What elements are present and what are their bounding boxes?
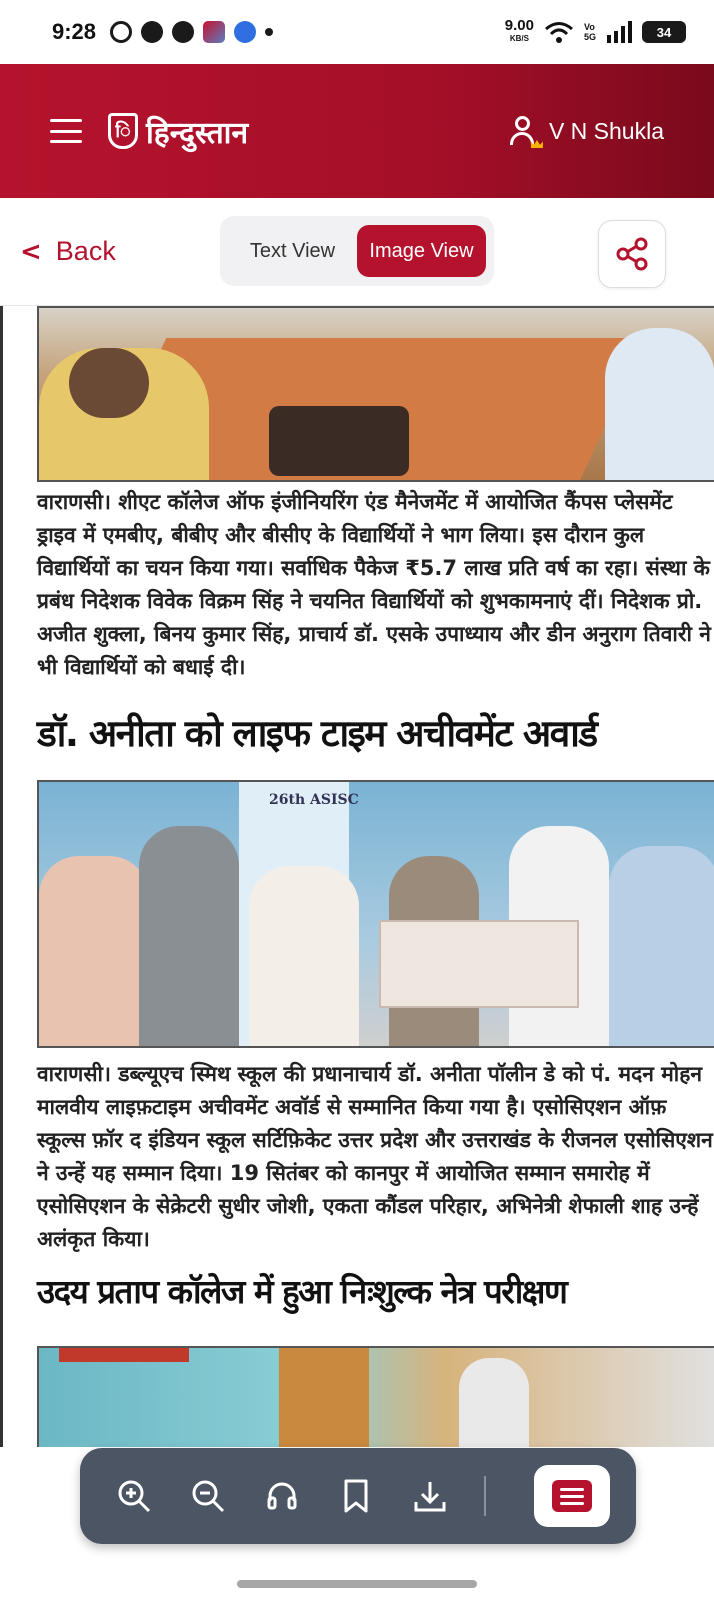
article-toolbar — [0, 198, 714, 306]
hindustan-logo-icon: ि — [108, 113, 138, 149]
status-bar — [0, 0, 714, 64]
premium-user-icon — [509, 116, 537, 146]
notification-icons — [110, 21, 273, 43]
status-right — [505, 19, 686, 45]
article-menu-button[interactable] — [534, 1465, 610, 1527]
zoom-in-button[interactable] — [114, 1476, 154, 1516]
listen-button[interactable] — [262, 1476, 302, 1516]
headphones-icon — [265, 1479, 299, 1513]
network-speed — [505, 19, 534, 45]
award-certificate — [379, 920, 579, 1008]
network-speed-value: 9.00 — [504, 17, 534, 34]
share-icon — [615, 237, 649, 271]
share-button[interactable] — [598, 220, 666, 288]
signal-icon — [606, 21, 632, 43]
image-view-button[interactable]: Image View — [357, 225, 486, 277]
photo-eye-checkup — [37, 1346, 714, 1447]
hamburger-line — [50, 140, 82, 143]
hamburger-line — [50, 130, 82, 133]
zoom-out-icon — [190, 1478, 226, 1514]
photo-campus-placement — [37, 306, 714, 482]
hamburger-line — [50, 119, 82, 122]
bookmark-icon — [341, 1478, 371, 1514]
headline-lifetime-award: डॉ. अनीता को लाइफ टाइम अचीवमेंट अवार्ड — [37, 712, 597, 755]
more-notifications-dot — [265, 28, 273, 36]
chat-bubble-icon — [141, 21, 163, 43]
status-time: 9:28 — [52, 19, 97, 44]
app-header — [0, 64, 714, 198]
whatsapp-icon — [110, 21, 132, 43]
chevron-left-icon: < — [20, 236, 42, 267]
view-toggle — [220, 216, 494, 286]
epaper-image[interactable] — [0, 306, 714, 1447]
toolbar-divider — [484, 1476, 486, 1516]
volte-top: Vo — [583, 22, 595, 32]
app-notification-icon-2 — [234, 21, 256, 43]
hamburger-menu-button[interactable] — [50, 119, 82, 143]
back-button[interactable] — [20, 236, 116, 267]
article-paragraph-2: वाराणसी। डब्ल्यूएच स्मिथ स्कूल की प्रधानाचार्य डॉ. अनीता पॉलीन डे को पं. मदन मोहन मालवीय लाइफ़टाइम अचीवमेंट अवॉर्ड से सम्मानित किया गया है। एसोसिएशन ऑफ़ स्कूल्स फ़ॉर द इंडियन स्कूल सर्टिफ़िकेट उत्तर प्रदेश और उत्तराखंड के रीजनल एसोसिएशन ने उन्हें यह सम्मान दिया। 19 सितंबर को कानपुर में आयोजित सम्मान समारोह में एसोसिएशन के सेक्रेटरी सुधीर जोशी, एकता कौंडल परिहार, अभिनेत्री शेफाली शाह उन्हें अलंकृत किया। — [37, 1062, 713, 1251]
zoom-in-icon — [116, 1478, 152, 1514]
download-icon — [412, 1478, 448, 1514]
home-indicator[interactable] — [237, 1580, 477, 1588]
network-speed-unit: KB/S — [509, 34, 529, 43]
app-notification-icon — [203, 21, 225, 43]
brand-name: हिन्दुस्तान — [146, 115, 249, 151]
back-label: Back — [55, 236, 116, 266]
headline-eye-checkup: उदय प्रताप कॉलेज में हुआ निःशुल्क नेत्र परीक्षण — [37, 1272, 567, 1311]
text-view-button[interactable]: Text View — [249, 239, 336, 262]
zoom-out-button[interactable] — [188, 1476, 228, 1516]
menu-icon — [552, 1480, 592, 1512]
photo-banner-text: 26th ASISC — [269, 792, 359, 808]
volte-bottom: 5G — [583, 32, 596, 42]
bookmark-button[interactable] — [336, 1476, 376, 1516]
battery-icon: 34 — [642, 21, 686, 43]
article-paragraph-1: वाराणसी। शीएट कॉलेज ऑफ इंजीनियरिंग एंड मैनेजमेंट में आयोजित कैंपस प्लेसमेंट ड्राइव में एमबीए, बीबीए और बीसीए के विद्यार्थियों ने भाग लिया। इस दौरान कुल विद्यार्थियों का चयन किया गया। सर्वाधिक पैकेज ₹5.7 लाख प्रति वर्ष का रहा। संस्था के प्रबंध निदेशक विवेक विक्रम सिंह ने चयनित विद्यार्थियों को शुभकामनाएं दीं। निदेशक प्रो. अजीत शुक्ला, बिनय कुमार सिंह, प्राचार्य डॉ. एसके उपाध्याय और डीन अनुराग तिवारी ने भी विद्यार्थियों को बधाई दी। — [37, 490, 711, 679]
volte-indicator — [584, 22, 596, 42]
brand-logo[interactable] — [108, 111, 248, 152]
photo-award-ceremony — [37, 780, 714, 1048]
messenger-icon — [172, 21, 194, 43]
download-button[interactable] — [410, 1476, 450, 1516]
user-profile[interactable] — [509, 116, 664, 146]
user-name: V N Shukla — [548, 117, 664, 144]
bottom-action-bar — [80, 1448, 636, 1544]
wifi-icon — [544, 20, 574, 44]
